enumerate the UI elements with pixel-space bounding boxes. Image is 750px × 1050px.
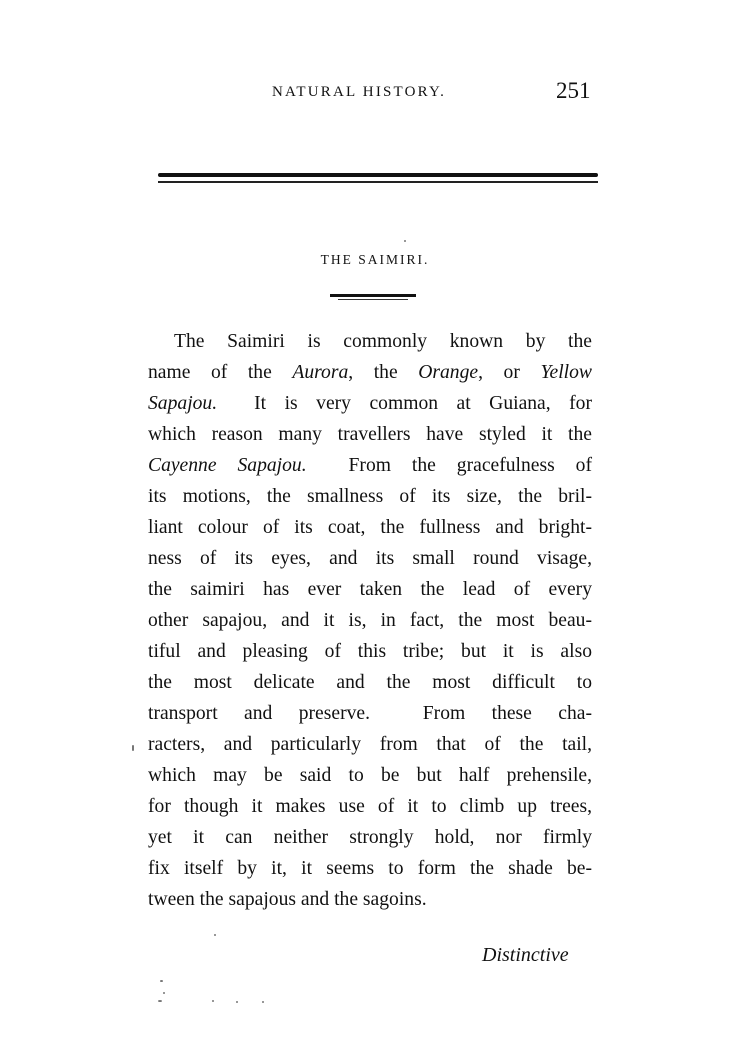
header-rule-thin bbox=[158, 181, 598, 183]
text-line: which may be said to be but half prehensile, bbox=[148, 765, 592, 786]
paper-speck bbox=[404, 240, 406, 242]
text-line: tween the sapajous and the sagoins. bbox=[148, 889, 427, 910]
text-line: The Saimiri is commonly known by the bbox=[174, 331, 592, 352]
text-line: other sapajou, and it is, in fact, the most beau- bbox=[148, 610, 592, 631]
text-line: the most delicate and the most difficult to bbox=[148, 672, 592, 693]
catchword: Distinctive bbox=[482, 944, 569, 966]
text-line: Cayenne Sapajou. From the gracefulness of bbox=[148, 455, 592, 476]
paper-speck bbox=[163, 992, 165, 994]
text-line: fix itself by it, it seems to form the shade be- bbox=[148, 858, 592, 879]
paper-speck bbox=[158, 1000, 162, 1002]
section-rule-upper bbox=[330, 294, 416, 297]
running-head bbox=[0, 78, 750, 106]
header-rule-thick bbox=[158, 173, 598, 177]
text-line: racters, and particularly from that of the tail, bbox=[148, 734, 592, 755]
text-line: its motions, the smallness of its size, the bril- bbox=[148, 486, 592, 507]
text-line: transport and preserve. From these cha- bbox=[148, 703, 592, 724]
paper-speck bbox=[212, 1000, 214, 1002]
body-paragraph bbox=[148, 326, 592, 915]
paper-speck bbox=[214, 934, 216, 936]
page-number: 251 bbox=[556, 78, 591, 103]
text-line: tiful and pleasing of this tribe; but it is also bbox=[148, 641, 592, 662]
text-line: for though it makes use of it to climb up trees, bbox=[148, 796, 592, 817]
text-line: which reason many travellers have styled it the bbox=[148, 424, 592, 445]
text-line: Sapajou. It is very common at Guiana, for bbox=[148, 393, 592, 414]
running-title: NATURAL HISTORY. bbox=[272, 84, 447, 100]
text-line: liant colour of its coat, the fullness and bright- bbox=[148, 517, 592, 538]
section-title: THE SAIMIRI. bbox=[320, 252, 430, 267]
text-line: ness of its eyes, and its small round visage, bbox=[148, 548, 592, 569]
paper-speck bbox=[262, 1001, 264, 1003]
text-line: the saimiri has ever taken the lead of every bbox=[148, 579, 592, 600]
paper-speck bbox=[132, 745, 134, 751]
text-line: yet it can neither strongly hold, nor firmly bbox=[148, 827, 592, 848]
paper-speck bbox=[236, 1001, 238, 1003]
section-rule-lower bbox=[338, 299, 408, 300]
paper-speck bbox=[160, 980, 163, 982]
text-line: name of the Aurora, the Orange, or Yellow bbox=[148, 362, 592, 383]
